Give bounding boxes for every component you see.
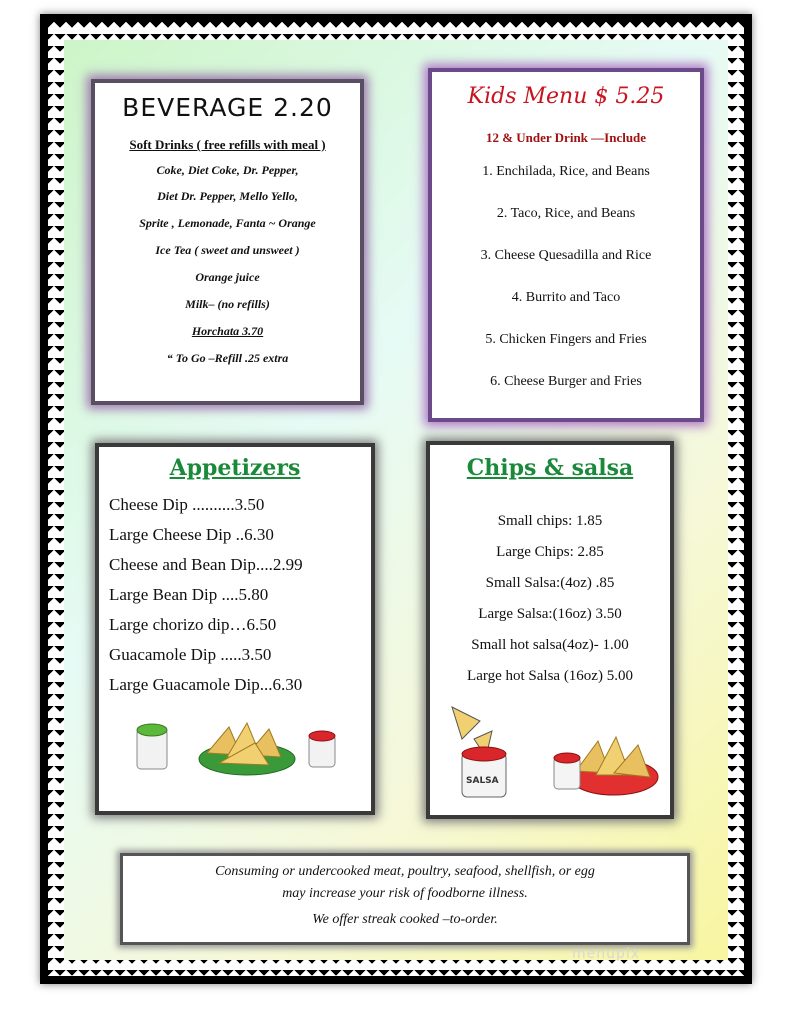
appetizers-panel [99, 447, 371, 811]
to-go-refill-line: “ To Go –Refill .25 extra [166, 351, 289, 365]
appetizer-item: Cheese Dip ..........3.50 [109, 495, 265, 514]
appetizer-item: Large chorizo dip…6.50 [109, 615, 277, 634]
chips-salsa-title: Chips & salsa [466, 455, 634, 481]
horchata-line: Horchata 3.70 [191, 324, 264, 338]
beverage-panel [95, 83, 360, 401]
notice-line: We offer streak cooked –to-order. [312, 912, 498, 927]
salsa-plate-icon [554, 737, 658, 795]
appetizer-food-illustration [129, 713, 349, 783]
salsa-jar-label: SALSA [466, 776, 499, 786]
kids-menu-item: 3. Cheese Quesadilla and Rice [480, 248, 652, 263]
appetizer-item: Cheese and Bean Dip....2.99 [109, 555, 303, 574]
beverage-line: Milk– (no refills) [185, 297, 270, 311]
kids-menu-item: 5. Chicken Fingers and Fries [485, 332, 647, 347]
chips-plate-icon [199, 723, 295, 775]
guacamole-cup-icon [137, 724, 167, 769]
beverage-title: BEVERAGE 2.20 [122, 93, 333, 122]
appetizer-item: Guacamole Dip .....3.50 [109, 645, 272, 664]
kids-menu-panel [432, 72, 700, 418]
notice-line: Consuming or undercooked meat, poultry, seafood, shellfish, or egg [215, 864, 595, 879]
kids-menu-subtitle: 12 & Under Drink —Include [485, 130, 647, 145]
beverage-line: Sprite , Lemonade, Fanta ~ Orange [139, 216, 316, 230]
appetizers-title: Appetizers [169, 455, 301, 481]
beverage-line: Coke, Diet Coke, Dr. Pepper, [156, 163, 299, 177]
beverage-line: Diet Dr. Pepper, Mello Yello, [157, 189, 298, 203]
salsa-cup-icon [309, 731, 335, 767]
chips-salsa-illustration [444, 701, 660, 805]
appetizer-item: Large Bean Dip ....5.80 [109, 585, 269, 604]
kids-menu-item: 4. Burrito and Taco [511, 290, 621, 305]
beverage-line: Ice Tea ( sweet and unsweet ) [155, 243, 300, 257]
chips-item: Large Salsa:(16oz) 3.50 [478, 606, 622, 622]
beverage-line: Orange juice [195, 270, 260, 284]
watermark: menupix [572, 946, 641, 962]
appetizer-item: Large Cheese Dip ..6.30 [109, 525, 274, 544]
chips-item: Small Salsa:(4oz) .85 [485, 575, 615, 591]
kids-menu-item: 1. Enchilada, Rice, and Beans [482, 164, 650, 179]
chips-item: Small chips: 1.85 [497, 513, 603, 529]
food-safety-notice [120, 853, 690, 945]
soft-drinks-heading: Soft Drinks ( free refills with meal ) [129, 137, 326, 152]
chips-item: Large Chips: 2.85 [496, 544, 604, 560]
chips-salsa-panel [430, 445, 670, 815]
notice-line: may increase your risk of foodborne illness. [282, 886, 528, 901]
salsa-jar-icon [452, 707, 506, 797]
appetizer-item: Large Guacamole Dip...6.30 [109, 675, 303, 694]
kids-menu-item: 2. Taco, Rice, and Beans [496, 206, 636, 221]
chips-item: Large hot Salsa (16oz) 5.00 [467, 668, 633, 684]
chips-item: Small hot salsa(4oz)- 1.00 [471, 637, 629, 653]
kids-menu-item: 6. Cheese Burger and Fries [490, 374, 642, 389]
kids-menu-title: Kids Menu $ 5.25 [467, 84, 665, 109]
